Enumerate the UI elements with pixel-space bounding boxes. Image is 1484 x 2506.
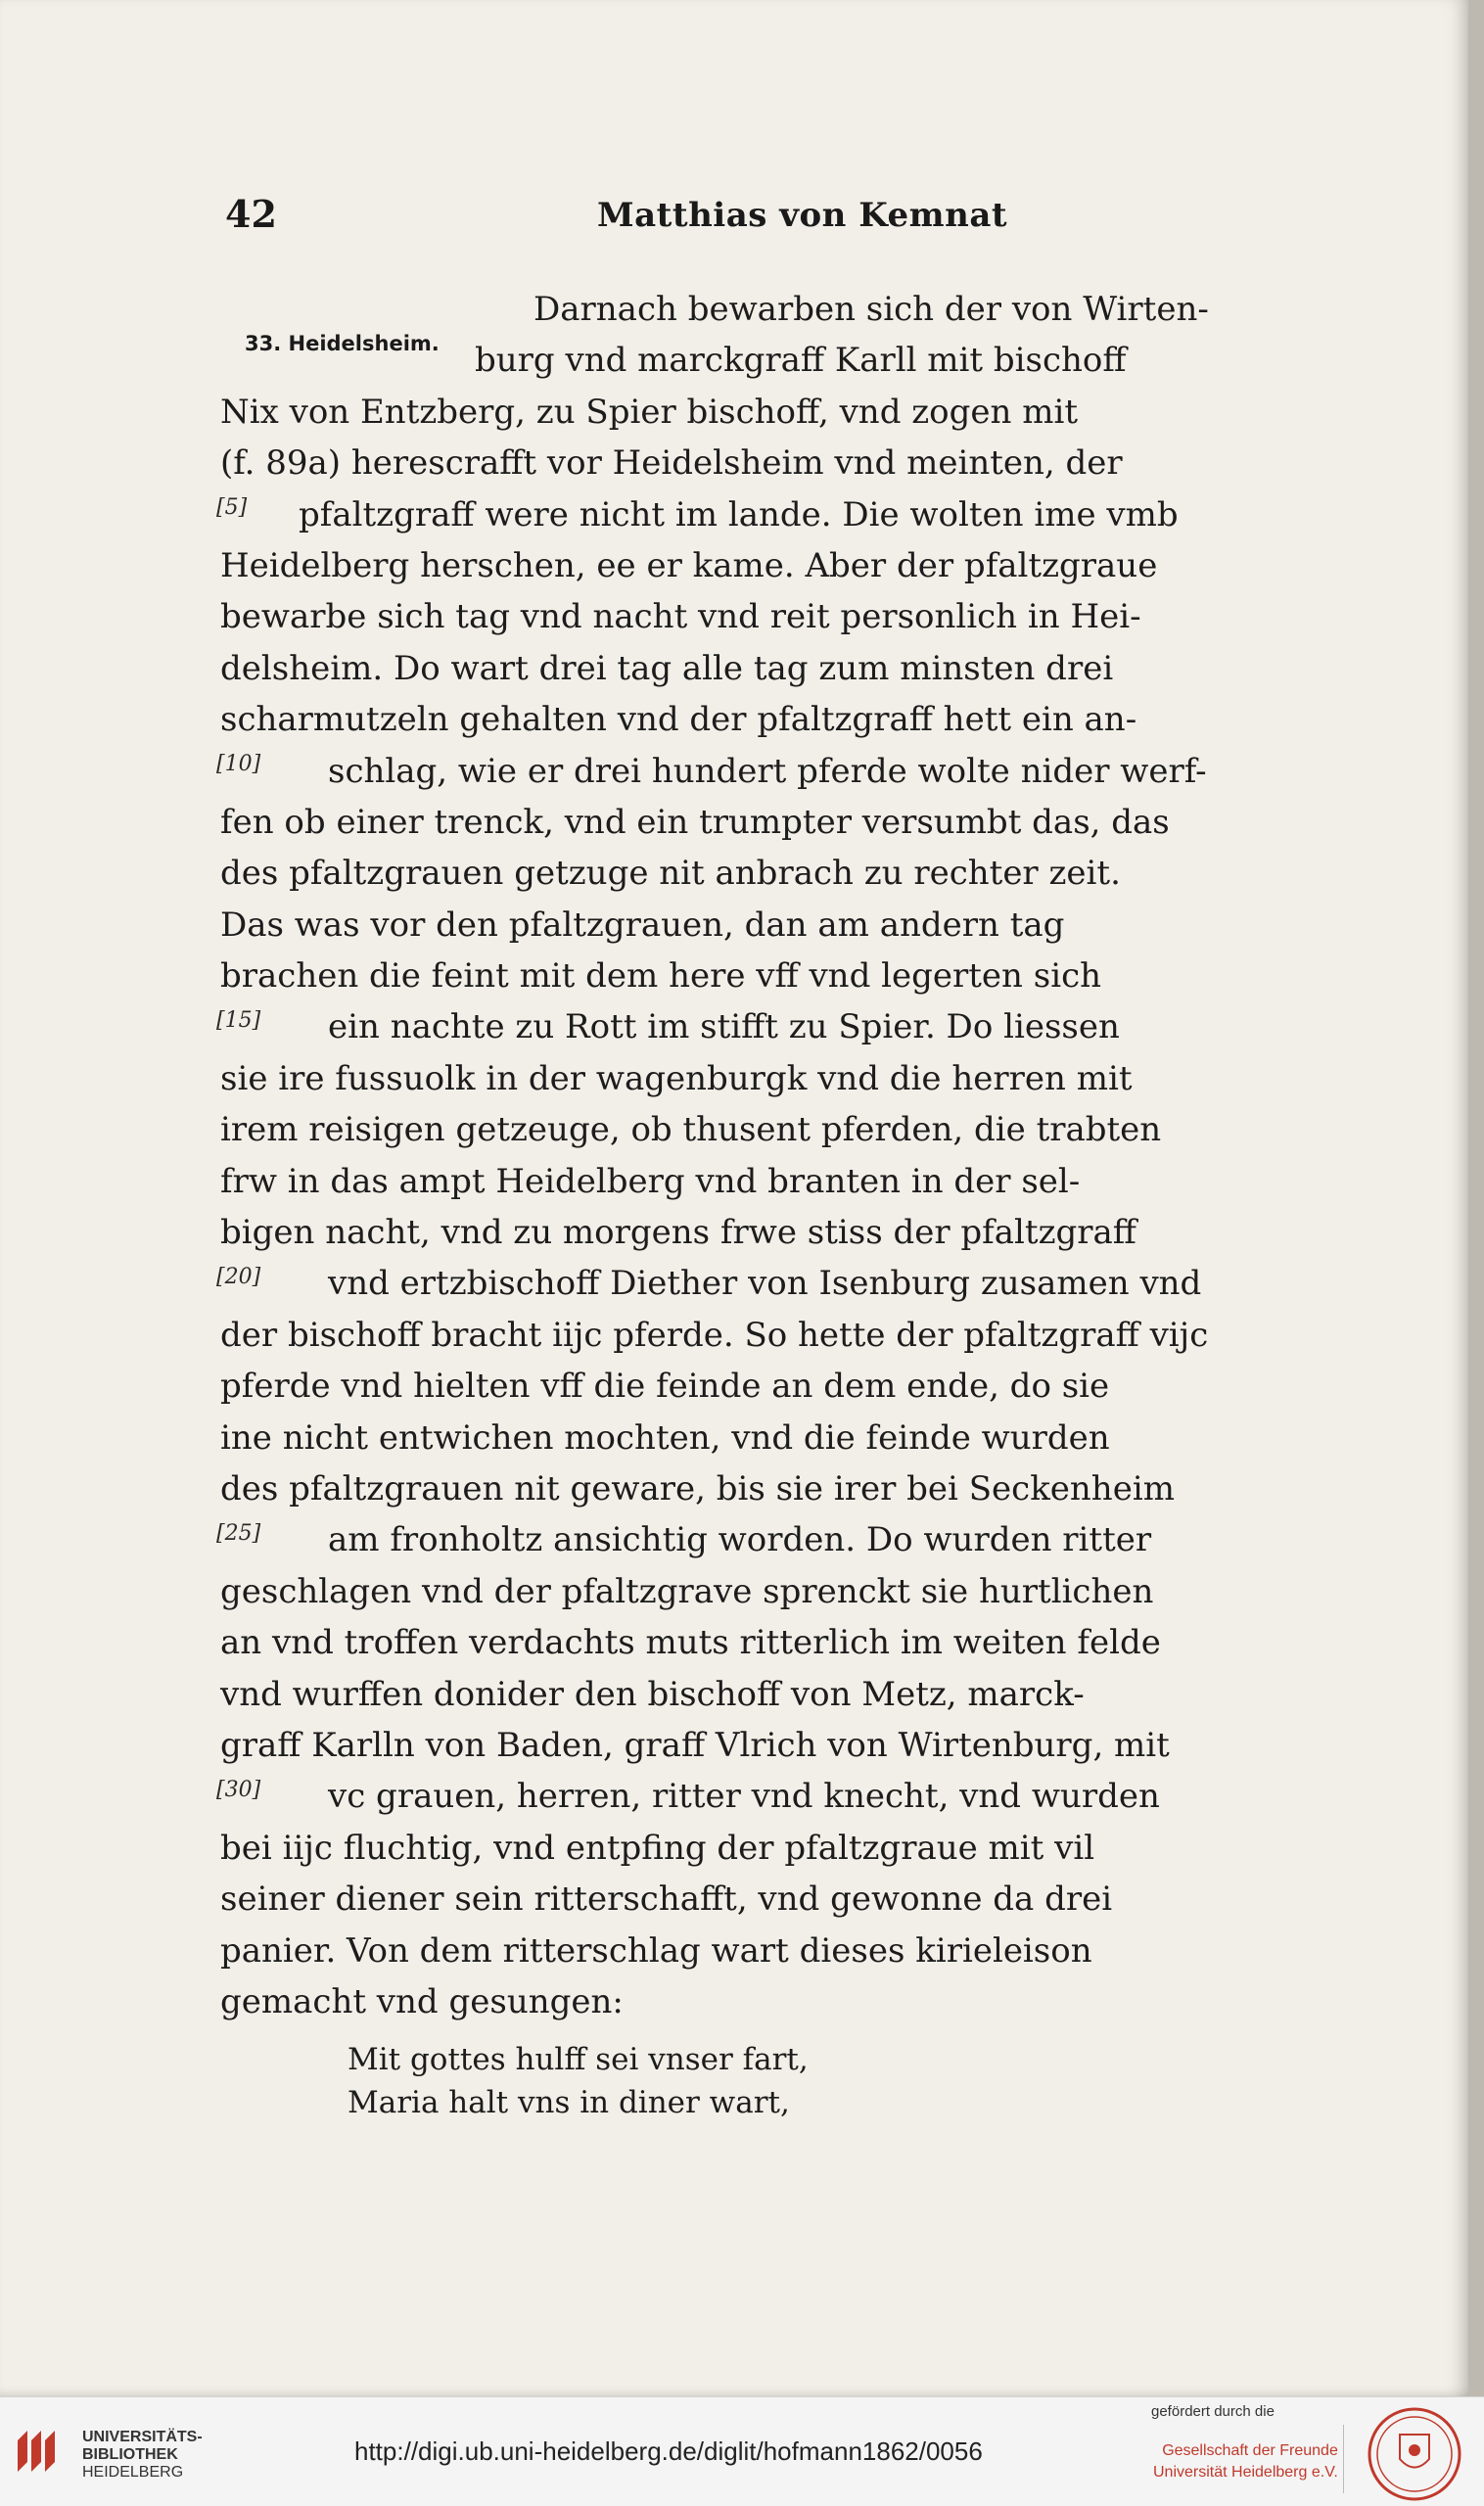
text-line: bewarbe sich tag vnd nacht vnd reit personlich in Hei- [220, 597, 1141, 637]
line-number: [5] [216, 495, 248, 520]
line-number: [30] [216, 1778, 261, 1802]
text-line: schlag, wie er drei hundert pferde wolte nider werf- [328, 751, 1207, 791]
text-line: Das was vor den pfaltzgrauen, dan am andern tag [220, 905, 1065, 945]
text-line: sie ire fussuolk in der wagenburgk vnd die herren mit [220, 1058, 1133, 1098]
line-number: [25] [216, 1521, 261, 1546]
text-line: der bischoff bracht iijc pferde. So hette der pfaltzgraff vijc [220, 1315, 1209, 1355]
footer-bar [0, 2396, 1484, 2506]
text-line: vnd ertzbischoff Diether von Isenburg zusamen vnd [328, 1264, 1202, 1304]
text-line: ine nicht entwichen mochten, vnd die feinde wurden [220, 1417, 1110, 1458]
text-line: seiner diener sein ritterschafft, vnd gewonne da drei [220, 1880, 1113, 1920]
text-line: Nix von Entzberg, zu Spier bischoff, vnd zogen mit [220, 392, 1079, 432]
text-line: bigen nacht, vnd zu morgens frwe stiss der pfaltzgraff [220, 1213, 1136, 1253]
funder-name: Gesellschaft der Freunde Universität Heidelberg e.V. [1153, 2442, 1338, 2481]
text-line: Heidelberg herschen, ee er kame. Aber der pfaltzgraue [220, 545, 1158, 585]
text-line: ein nachte zu Rott im stifft zu Spier. Do liessen [328, 1007, 1120, 1047]
library-logo-icon [14, 2427, 59, 2476]
footer-divider [1343, 2425, 1344, 2493]
main-text [216, 284, 1291, 2027]
text-line: Darnach bewarben sich der von Wirten- [533, 290, 1209, 329]
text-line: gemacht vnd gesungen: [220, 1981, 624, 2021]
text-line: irem reisigen getzeuge, ob thusent pferden, die trabten [220, 1110, 1162, 1150]
text-line: pfaltzgraff were nicht im lande. Die wolten ime vmb [299, 494, 1179, 534]
text-line: vnd wurffen donider den bischoff von Metz, marck- [220, 1674, 1085, 1714]
library-name: UNIVERSITÄTS- BIBLIOTHEK HEIDELBERG [82, 2429, 203, 2481]
text-line: des pfaltzgrauen nit geware, bis sie irer bei Seckenheim [220, 1468, 1175, 1508]
text-line: (f. 89a) herescrafft vor Heidelsheim vnd meinten, der [220, 443, 1123, 484]
text-line: am fronholtz ansichtig worden. Do wurden ritter [328, 1520, 1152, 1560]
text-line: panier. Von dem ritterschlag wart dieses kirieleison [220, 1930, 1092, 1971]
text-line: fen ob einer trenck, vnd ein trumpter versumbt das, das [220, 802, 1170, 842]
text-line: geschlagen vnd der pfaltzgrave sprenckt sie hurtlichen [220, 1571, 1154, 1611]
page-edge [1468, 0, 1484, 2396]
text-line: delsheim. Do wart drei tag alle tag zum minsten drei [220, 648, 1114, 688]
text-line: brachen die feint mit dem here vff vnd legerten sich [220, 956, 1102, 997]
verse-line: Mit gottes hulff sei vnser fart, [348, 2042, 809, 2077]
page-number: 42 [225, 192, 277, 236]
text-line: bei iijc fluchtig, vnd entpfing der pfaltzgraue mit vil [220, 1828, 1095, 1868]
text-line: scharmutzeln gehalten vnd der pfaltzgraff hett ein an- [220, 700, 1137, 740]
line-number: [20] [216, 1265, 261, 1289]
margin-note: 33. Heidelsheim. [245, 332, 440, 355]
line-number: [15] [216, 1008, 261, 1033]
verse-line: Maria halt vns in diner wart, [348, 2085, 790, 2120]
text-line: des pfaltzgrauen getzuge nit anbrach zu rechter zeit. [220, 854, 1121, 894]
text-line: burg vnd marckgraff Karll mit bischoff [475, 341, 1127, 381]
university-seal-icon [1366, 2405, 1463, 2503]
permalink-url[interactable]: http://digi.ub.uni-heidelberg.de/diglit/hofmann1862/0056 [354, 2436, 983, 2466]
text-line: graff Karlln von Baden, graff Vlrich von Wirtenburg, mit [220, 1725, 1170, 1765]
text-line: vc grauen, herren, ritter vnd knecht, vnd wurden [328, 1777, 1160, 1817]
page-header [215, 192, 1292, 251]
line-number: [10] [216, 752, 261, 776]
text-line: an vnd troffen verdachts muts ritterlich im weiten felde [220, 1623, 1161, 1663]
funder-label: gefördert durch die [1151, 2403, 1275, 2420]
text-line: pferde vnd hielten vff die feinde an dem ende, do sie [220, 1367, 1110, 1407]
running-title: Matthias von Kemnat [597, 196, 1008, 235]
text-line: frw in das ampt Heidelberg vnd branten in der sel- [220, 1161, 1081, 1201]
